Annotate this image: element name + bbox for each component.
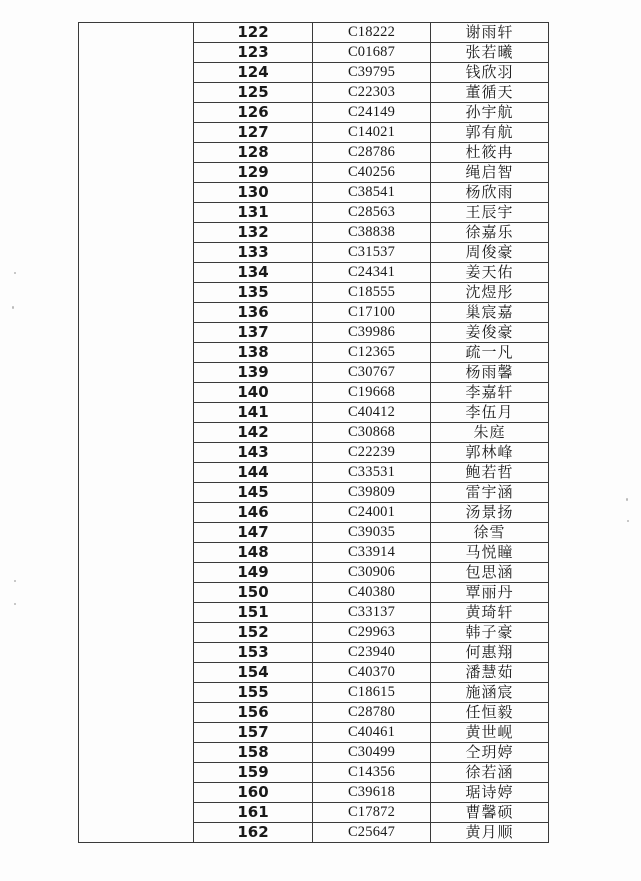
candidate-code-cell: C38838 (313, 223, 431, 243)
candidate-code-cell: C19668 (313, 383, 431, 403)
row-number-cell: 158 (194, 743, 313, 763)
scan-speck (12, 306, 14, 309)
table-row (79, 23, 549, 43)
candidate-code-cell: C33914 (313, 543, 431, 563)
candidate-name-cell: 任恒毅 (431, 703, 549, 723)
row-number-cell: 152 (194, 623, 313, 643)
candidate-code-cell: C14021 (313, 123, 431, 143)
candidate-name-cell: 徐若涵 (431, 763, 549, 783)
candidate-code-cell: C40370 (313, 663, 431, 683)
candidate-name-cell: 黄世岘 (431, 723, 549, 743)
candidate-code-cell: C39618 (313, 783, 431, 803)
candidate-code-cell: C33531 (313, 463, 431, 483)
candidate-code-cell: C24341 (313, 263, 431, 283)
row-number-cell: 151 (194, 603, 313, 623)
row-number-cell: 147 (194, 523, 313, 543)
candidate-code-cell: C40412 (313, 403, 431, 423)
candidate-name-cell: 钱欣羽 (431, 63, 549, 83)
candidate-name-cell: 绳启智 (431, 163, 549, 183)
candidate-name-cell: 徐嘉乐 (431, 223, 549, 243)
row-number-cell: 160 (194, 783, 313, 803)
candidate-code-cell: C14356 (313, 763, 431, 783)
candidate-name-cell: 仝玥婷 (431, 743, 549, 763)
candidate-name-cell: 马悦瞳 (431, 543, 549, 563)
row-number-cell: 137 (194, 323, 313, 343)
candidate-name-cell: 朱庭 (431, 423, 549, 443)
candidate-code-cell: C38541 (313, 183, 431, 203)
candidate-code-cell: C24149 (313, 103, 431, 123)
candidate-code-cell: C01687 (313, 43, 431, 63)
candidate-code-cell: C39795 (313, 63, 431, 83)
scan-speck (627, 520, 629, 522)
candidate-code-cell: C39809 (313, 483, 431, 503)
candidate-name-cell: 沈煜彤 (431, 283, 549, 303)
candidate-code-cell: C33137 (313, 603, 431, 623)
candidate-code-cell: C28786 (313, 143, 431, 163)
candidate-name-cell: 黄琦轩 (431, 603, 549, 623)
scan-speck (626, 498, 628, 501)
candidate-name-cell: 孙宇航 (431, 103, 549, 123)
candidate-name-cell: 覃丽丹 (431, 583, 549, 603)
candidate-code-cell: C25647 (313, 823, 431, 843)
candidate-code-cell: C12365 (313, 343, 431, 363)
row-number-cell: 139 (194, 363, 313, 383)
scan-speck (14, 272, 16, 274)
row-number-cell: 145 (194, 483, 313, 503)
scan-speck (14, 603, 16, 605)
row-number-cell: 129 (194, 163, 313, 183)
candidate-code-cell: C39035 (313, 523, 431, 543)
candidate-name-cell: 雷宇涵 (431, 483, 549, 503)
candidate-name-cell: 董循天 (431, 83, 549, 103)
candidate-name-cell: 郭有航 (431, 123, 549, 143)
row-number-cell: 125 (194, 83, 313, 103)
row-number-cell: 134 (194, 263, 313, 283)
row-number-cell: 123 (194, 43, 313, 63)
candidate-code-cell: C22303 (313, 83, 431, 103)
candidate-code-cell: C40461 (313, 723, 431, 743)
candidate-code-cell: C30499 (313, 743, 431, 763)
candidate-name-cell: 郭林峰 (431, 443, 549, 463)
scan-speck (14, 580, 16, 582)
candidate-name-cell: 张若曦 (431, 43, 549, 63)
candidate-name-cell: 周俊豪 (431, 243, 549, 263)
candidate-code-cell: C30906 (313, 563, 431, 583)
candidate-name-cell: 李嘉轩 (431, 383, 549, 403)
row-number-cell: 156 (194, 703, 313, 723)
row-number-cell: 142 (194, 423, 313, 443)
candidate-code-cell: C18615 (313, 683, 431, 703)
row-number-cell: 128 (194, 143, 313, 163)
candidate-code-cell: C17872 (313, 803, 431, 823)
candidate-code-cell: C18555 (313, 283, 431, 303)
row-number-cell: 127 (194, 123, 313, 143)
row-number-cell: 148 (194, 543, 313, 563)
row-number-cell: 135 (194, 283, 313, 303)
candidate-name-cell: 杨雨馨 (431, 363, 549, 383)
candidate-name-cell: 汤景扬 (431, 503, 549, 523)
roster-table (78, 22, 549, 843)
row-number-cell: 146 (194, 503, 313, 523)
candidate-name-cell: 徐雪 (431, 523, 549, 543)
candidate-code-cell: C28780 (313, 703, 431, 723)
row-number-cell: 143 (194, 443, 313, 463)
row-number-cell: 155 (194, 683, 313, 703)
row-number-cell: 161 (194, 803, 313, 823)
candidate-code-cell: C40380 (313, 583, 431, 603)
candidate-code-cell: C28563 (313, 203, 431, 223)
row-number-cell: 138 (194, 343, 313, 363)
candidate-name-cell: 何惠翔 (431, 643, 549, 663)
candidate-code-cell: C18222 (313, 23, 431, 43)
candidate-name-cell: 琚诗婷 (431, 783, 549, 803)
row-number-cell: 122 (194, 23, 313, 43)
candidate-name-cell: 曹馨硕 (431, 803, 549, 823)
candidate-code-cell: C39986 (313, 323, 431, 343)
candidate-name-cell: 姜俊豪 (431, 323, 549, 343)
candidate-name-cell: 姜天佑 (431, 263, 549, 283)
row-number-cell: 149 (194, 563, 313, 583)
row-number-cell: 133 (194, 243, 313, 263)
row-number-cell: 131 (194, 203, 313, 223)
row-number-cell: 159 (194, 763, 313, 783)
row-number-cell: 140 (194, 383, 313, 403)
candidate-name-cell: 疏一凡 (431, 343, 549, 363)
row-number-cell: 130 (194, 183, 313, 203)
candidate-name-cell: 谢雨轩 (431, 23, 549, 43)
candidate-code-cell: C23940 (313, 643, 431, 663)
candidate-name-cell: 包思涵 (431, 563, 549, 583)
candidate-name-cell: 鲍若哲 (431, 463, 549, 483)
candidate-code-cell: C17100 (313, 303, 431, 323)
candidate-code-cell: C30767 (313, 363, 431, 383)
candidate-name-cell: 杨欣雨 (431, 183, 549, 203)
row-number-cell: 126 (194, 103, 313, 123)
blank-merged-cell (79, 23, 194, 843)
candidate-code-cell: C40256 (313, 163, 431, 183)
row-number-cell: 157 (194, 723, 313, 743)
row-number-cell: 141 (194, 403, 313, 423)
candidate-code-cell: C24001 (313, 503, 431, 523)
row-number-cell: 154 (194, 663, 313, 683)
row-number-cell: 162 (194, 823, 313, 843)
candidate-name-cell: 王辰宇 (431, 203, 549, 223)
row-number-cell: 136 (194, 303, 313, 323)
roster-table-body (79, 23, 549, 843)
candidate-code-cell: C29963 (313, 623, 431, 643)
candidate-code-cell: C30868 (313, 423, 431, 443)
candidate-code-cell: C31537 (313, 243, 431, 263)
candidate-name-cell: 李伍月 (431, 403, 549, 423)
candidate-name-cell: 黄月顺 (431, 823, 549, 843)
row-number-cell: 124 (194, 63, 313, 83)
row-number-cell: 153 (194, 643, 313, 663)
row-number-cell: 144 (194, 463, 313, 483)
row-number-cell: 150 (194, 583, 313, 603)
candidate-name-cell: 巢宸嘉 (431, 303, 549, 323)
row-number-cell: 132 (194, 223, 313, 243)
candidate-name-cell: 韩子豪 (431, 623, 549, 643)
candidate-name-cell: 施涵宸 (431, 683, 549, 703)
candidate-name-cell: 杜筱冉 (431, 143, 549, 163)
candidate-code-cell: C22239 (313, 443, 431, 463)
candidate-name-cell: 潘慧茹 (431, 663, 549, 683)
